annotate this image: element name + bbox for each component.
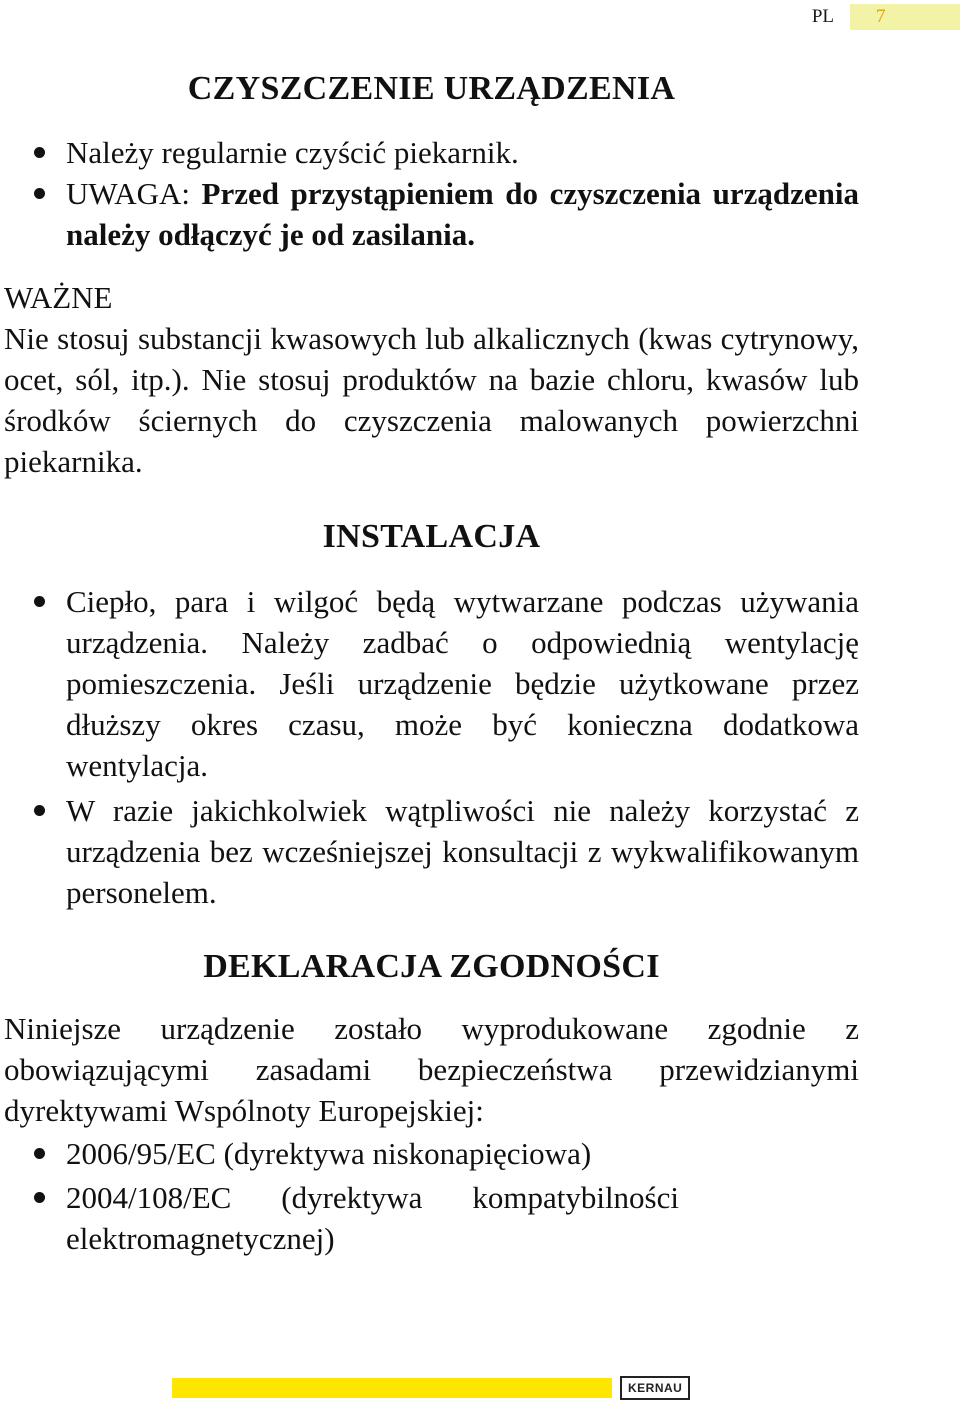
page-number: 7 (850, 4, 960, 30)
section-title-declaration: DEKLARACJA ZGODNOŚCI (203, 948, 660, 985)
list-item (4, 1177, 859, 1259)
warning-text: Przed przystąpieniem do czyszczenia urządzenia należy odłączyć je od zasilania. (66, 176, 859, 252)
installation-bullets (4, 581, 859, 913)
language-label: PL (811, 6, 834, 27)
list-item (4, 581, 859, 786)
declaration-text: Niniejsze urządzenie zostało wyprodukowane zgodnie z obowiązującymi zasadami bezpieczeństwa przewidzianymi dyrektywami Wspólnoty Europejskiej: (4, 1011, 859, 1128)
footer-bar (172, 1378, 612, 1398)
bullet-icon (34, 596, 45, 607)
brand-logo (620, 1376, 690, 1400)
section-title-cleaning: CZYSZCZENIE URZĄDZENIA (187, 70, 676, 107)
list-item (4, 132, 859, 173)
bullet-icon (34, 147, 45, 158)
list-item (4, 790, 859, 913)
page-footer (172, 1376, 690, 1400)
installation-bullet-text: W razie jakichkolwiek wątpliwości nie należy korzystać z urządzenia bez wcześniejszej konsultacji z wykwalifikowanym personelem. (66, 793, 859, 910)
directive-text: 2004/108/EC (dyrektywa kompatybilności elektromagnetycznej) (66, 1180, 679, 1256)
directive-text: 2006/95/EC (dyrektywa niskonapięciowa) (66, 1136, 592, 1171)
bullet-icon (34, 805, 45, 816)
cleaning-bullets (4, 132, 859, 255)
bullet-icon (34, 1148, 45, 1159)
bullet-icon (34, 1192, 45, 1203)
list-item (4, 173, 859, 255)
bullet-icon (34, 188, 45, 199)
important-text: Nie stosuj substancji kwasowych lub alkalicznych (kwas cytrynowy, ocet, sól, itp.). Nie stosuj produktów na bazie chloru, kwasów lub środków ściernych do czyszczenia malowanych powierzchni piekarnika. (4, 321, 859, 479)
important-label: WAŻNE (4, 280, 113, 315)
section-title-installation: INSTALACJA (322, 518, 541, 555)
installation-bullet-text: Ciepło, para i wilgoć będą wytwarzane podczas używania urządzenia. Należy zadbać o odpowiednią wentylację pomieszczenia. Jeśli urządzenie będzie użytkowane przez dłuższy okres czasu, może być konieczna dodatkowa wentylacja. (66, 584, 859, 783)
list-item (4, 1133, 859, 1174)
brand-name: KERNAU (628, 1381, 683, 1395)
cleaning-bullet-text: Należy regularnie czyścić piekarnik. (66, 135, 519, 170)
declaration-bullets (4, 1133, 859, 1259)
page-header (812, 4, 960, 30)
warning-label: UWAGA: (66, 176, 202, 211)
